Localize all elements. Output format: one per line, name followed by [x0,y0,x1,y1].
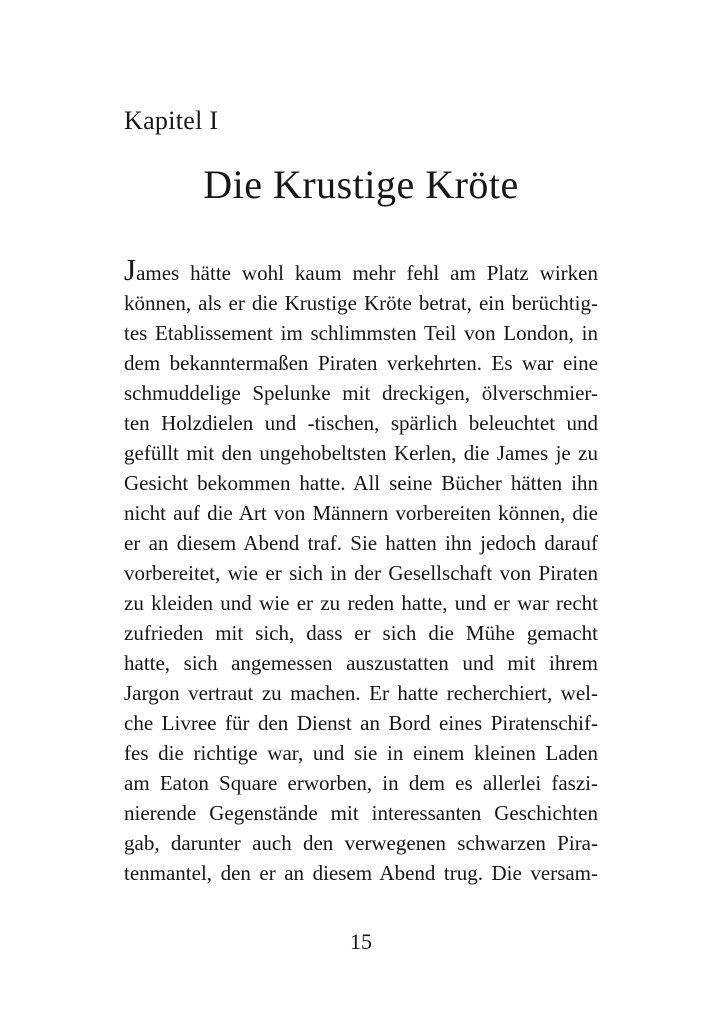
body-text-line: tes Etablissement im schlimmsten Teil von London, in [124,321,598,345]
body-text-line: Gesicht bekommen hatte. All seine Bücher hätten ihn [124,471,598,495]
chapter-label: Kapitel I [124,106,219,135]
body-text-line: tenmantel, den er an diesem Abend trug. Die versam- [124,861,598,885]
body-text-line: er an diesem Abend traf. Sie hatten ihn jedoch darauf [124,531,598,555]
body-text-line: zufrieden mit sich, dass er sich die Mühe gemacht [124,621,598,645]
body-text-line: Jargon vertraut zu machen. Er hatte recherchiert, wel- [124,681,598,705]
body-text-line: nicht auf die Art von Männern vorbereiten können, die [124,501,598,525]
body-text-line: fes die richtige war, und sie in einem kleinen Laden [124,741,598,765]
body-text-line-rest: ames hätte wohl kaum mehr fehl am Platz wirken [136,261,598,285]
body-text-line: gefüllt mit den ungehobeltsten Kerlen, die James je zu [124,441,598,465]
body-text-line [124,252,598,288]
body-text-line: vorbereitet, wie er sich in der Gesellschaft von Piraten [124,561,598,585]
body-text-line: schmuddelige Spelunke mit dreckigen, ölverschmier- [124,381,598,405]
chapter-title: Die Krustige Kröte [203,162,519,207]
body-text-line: zu kleiden und wie er zu reden hatte, und er war recht [124,591,598,615]
body-text-line: hatte, sich angemessen auszustatten und mit ihrem [124,651,598,675]
page-number: 15 [350,929,372,954]
body-text-line: dem bekanntermaßen Piraten verkehrten. Es war eine [124,351,598,375]
body-text-line: nierende Gegenstände mit interessanten Geschichten [124,801,598,825]
body-text-line: können, als er die Krustige Kröte betrat, ein berüchtig- [124,291,598,315]
body-text-line: am Eaton Square erworben, in dem es allerlei faszi- [124,771,598,795]
body-text-line: gab, darunter auch den verwegenen schwarzen Pira- [124,831,598,855]
body-text-line: che Livree für den Dienst an Bord eines Piratenschif- [124,711,598,735]
body-text-line: ten Holzdielen und -tischen, spärlich beleuchtet und [124,411,598,435]
body-paragraph [124,252,598,888]
drop-cap-initial: J [124,252,137,287]
